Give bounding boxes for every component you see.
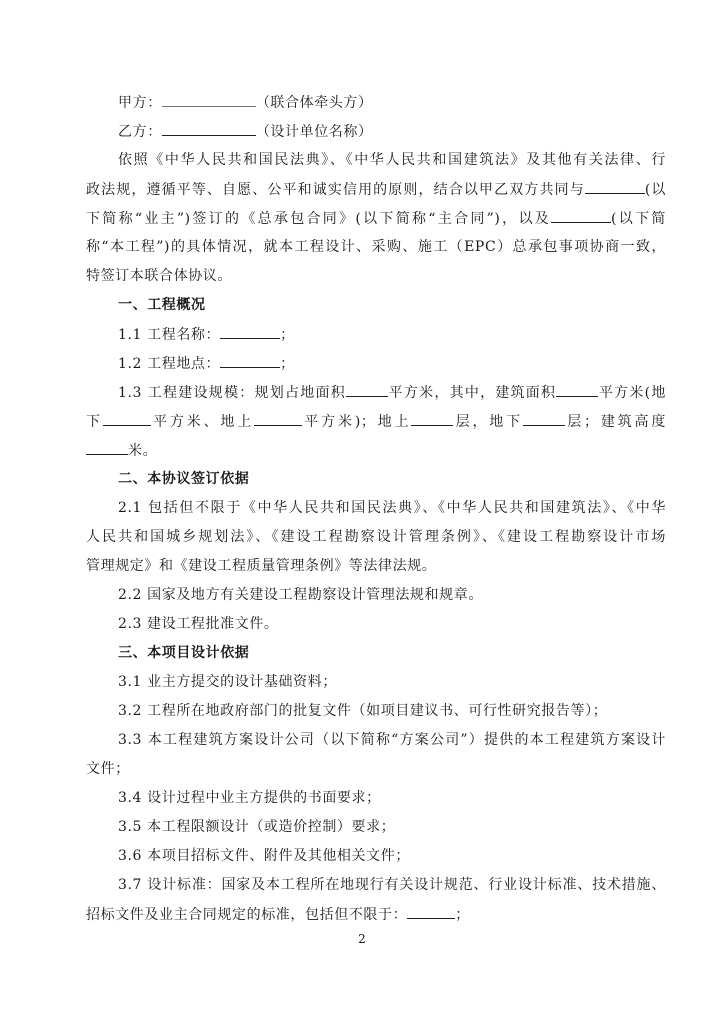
item-2-1-line-3: 管理规定》和《建设工程质量管理条例》等法律法规。 [86,558,437,574]
section-3-title: 三、本项目设计依据 [118,645,250,661]
item-3-2: 3.2 工程所在地政府部门的批复文件（如项目建议书、可行性研究报告等）； [118,703,608,719]
intro-line-3: 下简称“业主”)签订的《总承包合同》(以下简称“主合同”)，以及 (以下简 [86,208,666,229]
item-3-7-line-1: 3.7 设计标准：国家及本工程所在地现行有关设计规范、行业设计标准、技术措施、 [118,877,666,893]
item-3-4: 3.4 设计过程中业主方提供的书面要求； [118,790,381,806]
item-2-3: 2.3 建设工程批准文件。 [118,616,279,632]
item-2-1-line-2: 人民共和国城乡规划法》、《建设工程勘察设计管理条例》、《建设工程勘察设计市场 [86,529,666,545]
project-location-blank[interactable] [220,353,280,368]
item-3-3-line-1: 3.3 本工程建筑方案设计公司（以下简称“方案公司”）提供的本工程建筑方案设计 [118,732,666,748]
intro-line-1: 依照《中华人民共和国民法典》、《中华人民共和国建筑法》及其他有关法律、行 [118,152,666,168]
item-1-1: 1.1 工程名称： ； [118,324,666,345]
underground-area-blank[interactable] [103,411,151,426]
item-1-2: 1.2 工程地点： ； [118,353,666,374]
party-b-blank[interactable] [162,121,256,136]
item-3-5: 3.5 本工程限额设计（或造价控制）要求； [118,819,396,835]
item-1-3-line-1: 1.3 工程建设规模：规划占地面积 平方米，其中，建筑面积 平方米(地 [118,382,666,403]
section-2-title: 二、本协议签订依据 [118,471,250,487]
intro-blank-2[interactable] [551,208,611,223]
aboveground-area-blank[interactable] [254,411,302,426]
item-3-3-line-2: 文件； [86,761,130,777]
land-area-blank[interactable] [346,382,388,397]
intro-line-2: 政法规，遵循平等、自愿、公平和诚实信用的原则，结合以甲乙双方共同与 (以 [86,179,666,200]
item-3-1: 3.1 业主方提交的设计基础资料； [118,674,337,690]
item-2-2: 2.2 国家及地方有关建设工程勘察设计管理法规和规章。 [118,587,483,603]
floors-below-blank[interactable] [523,411,565,426]
page-number: 2 [358,932,366,946]
building-area-blank[interactable] [556,382,598,397]
item-1-3-line-2: 下 平方米、地上 平方米)；地上 层，地下 层；建筑高度 [86,411,666,432]
section-1-title: 一、工程概况 [118,297,206,313]
height-blank[interactable] [86,440,128,455]
intro-blank-1[interactable] [585,179,645,194]
item-2-1-line-1: 2.1 包括但不限于《中华人民共和国民法典》、《中华人民共和国建筑法》、《中华 [118,500,666,516]
intro-line-4: 称“本工程”)的具体情况，就本工程设计、采购、施工（EPC）总承包事项协商一致， [86,239,666,255]
floors-above-blank[interactable] [411,411,453,426]
party-a-blank[interactable] [162,92,256,107]
item-3-6: 3.6 本项目招标文件、附件及其他相关文件； [118,848,410,864]
item-3-7-line-2: 招标文件及业主合同规定的标准，包括但不限于： ； [86,904,666,925]
project-name-blank[interactable] [220,324,280,339]
item-1-3-line-3: 米。 [86,440,666,461]
party-b-line: 乙方： （设计单位名称） [118,121,666,142]
intro-line-5: 特签订本联合体协议。 [86,268,232,284]
party-a-line: 甲方： （联合体牵头方） [118,92,666,113]
standards-blank[interactable] [407,904,455,919]
